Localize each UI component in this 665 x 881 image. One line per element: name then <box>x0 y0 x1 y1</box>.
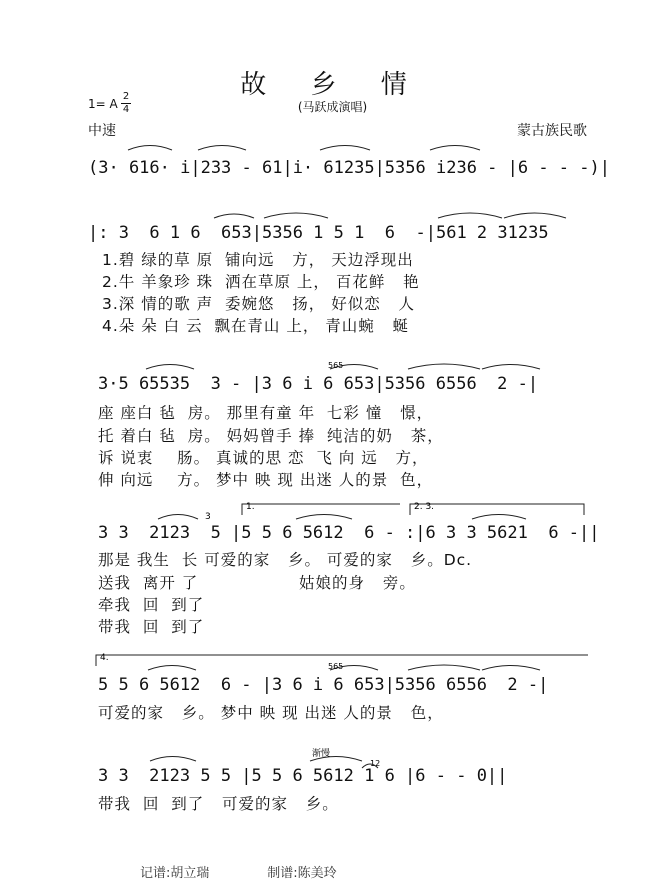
system-4-notation: 5 5 6 5612 6 - |3 6 i 6 653|5356 6556 2 -| <box>98 675 549 695</box>
volta-1-label: 1. <box>246 502 255 512</box>
key-signature: 1= A <box>88 97 118 111</box>
intro-notation: (3· 616· i|233 - 61|i· 61235|5356 i236 - |6 - - -)| <box>88 158 610 178</box>
slur <box>482 666 540 671</box>
system-3-lyric-3: 牵我 回 到了 <box>98 596 205 614</box>
system-2-lyric-3: 诉 说衷 肠。 真诚的思 恋 飞 向 远 方， <box>98 449 429 467</box>
tempo-marking: 中速 <box>88 123 116 139</box>
slur <box>158 515 198 520</box>
slur <box>408 364 480 369</box>
composer-credit: 蒙古族民歌 <box>517 123 587 139</box>
slowing-marking: 渐慢 <box>312 749 331 759</box>
system-4-lyric-1: 可爱的家 乡。 梦中 映 现 出迷 人的景 色， <box>98 704 444 722</box>
slur <box>296 515 352 520</box>
volta-4-label: 4. <box>100 653 109 663</box>
time-numerator: 2 <box>122 91 130 102</box>
grace-notes: 565 <box>328 662 344 671</box>
slur <box>264 213 328 218</box>
fermata-number: 12 <box>370 759 381 768</box>
system-3-lyric-1: 那是 我生 长 可爱的家 乡。 可爱的家 乡。Dc. <box>98 551 473 569</box>
system-1-lyric-4: 4.朵 朵 白 云 飘在青山 上， 青山蜿 蜒 <box>102 317 410 335</box>
slur <box>150 757 196 762</box>
system-1-lyric-1: 1.碧 绿的草 原 铺向远 方， 天边浮现出 <box>102 251 414 269</box>
footer-credits: 记谱:胡立瑞 制谱:陈美玲 <box>140 866 337 881</box>
system-5-lyric-1: 带我 回 到了 可爱的家 乡。 <box>98 795 339 813</box>
system-5-notation: 3 3 2123 5 5 |5 5 6 5612 1 6 |6 - - 0|| <box>98 766 508 786</box>
system-3-lyric-4: 带我 回 到了 <box>98 618 205 636</box>
volta-23-label: 2. 3. <box>414 502 435 512</box>
slur <box>146 365 194 370</box>
system-2-notation: 3·5 65535 3 - |3 6 i 6 653|5356 6556 2 -| <box>98 374 539 394</box>
slur <box>438 213 502 218</box>
intro-slur <box>430 146 480 151</box>
slur <box>148 666 196 671</box>
grace-note: 3 <box>205 512 211 522</box>
system-1-notation: |: 3 6 1 6 653|5356 1 5 1 6 -|561 2 31235 <box>88 223 549 243</box>
grace-notes: 565 <box>328 361 344 370</box>
system-1-lyric-2: 2.牛 羊象珍 珠 洒在草原 上， 百花鲜 艳 <box>102 273 420 291</box>
system-2-lyric-4: 伸 向远 方。 梦中 映 现 出迷 人的景 色， <box>98 471 434 489</box>
volta-1-bracket <box>242 504 400 515</box>
intro-slur <box>198 146 246 151</box>
song-title: 故 乡 情 <box>240 70 425 100</box>
system-3-lyric-2: 送我 离开 了 姑娘的身 旁。 <box>98 574 416 592</box>
slur <box>482 365 540 370</box>
slur <box>472 515 526 520</box>
system-3-notation: 3 3 2123 5 |5 5 6 5612 6 - :|6 3 3 5621 6 -|| <box>98 523 600 543</box>
slur <box>408 665 480 670</box>
system-2-lyric-1: 座 座白 毡 房。 那里有童 年 七彩 憧 憬， <box>98 404 434 422</box>
song-subtitle: (马跃成演唱) <box>297 100 368 114</box>
time-denominator: 4 <box>122 104 130 115</box>
intro-slur <box>320 146 370 151</box>
slur <box>214 214 254 218</box>
volta-23-bracket <box>410 504 584 515</box>
intro-slur <box>128 146 172 151</box>
system-2-lyric-2: 托 着白 毡 房。 妈妈曾手 捧 纯洁的奶 茶， <box>98 427 444 445</box>
slur <box>504 213 566 218</box>
system-1-lyric-3: 3.深 情的歌 声 委婉悠 扬， 好似恋 人 <box>102 295 415 313</box>
